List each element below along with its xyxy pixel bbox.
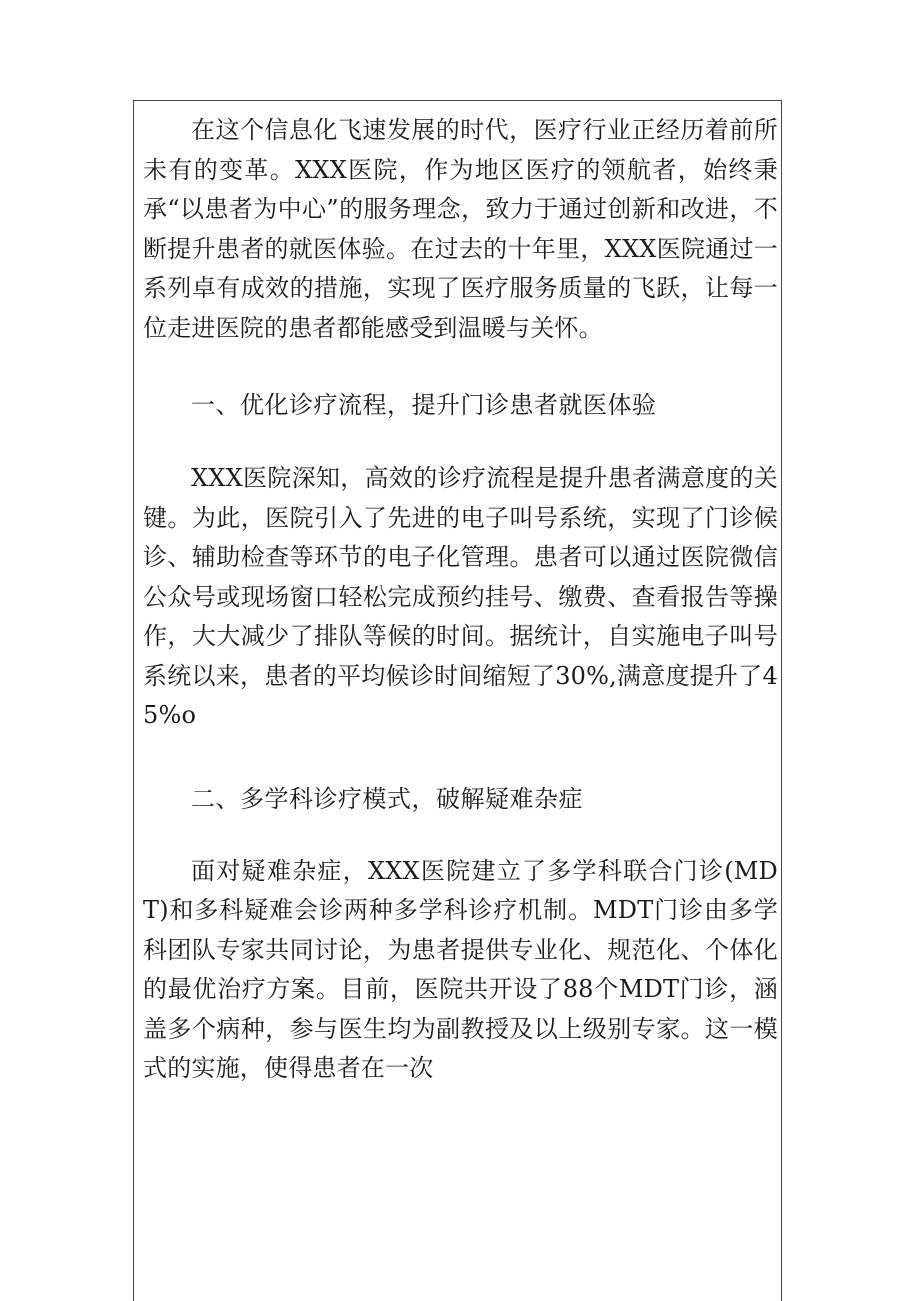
section-2-paragraph: 面对疑难杂症，XXX医院建立了多学科联合门诊(MDT)和多科疑难会诊两种多学科诊疗机制。MDT门诊由多学科团队专家共同讨论，为患者提供专业化、规范化、个体化的最优治疗方案。目前，医院共开设了88个MDT门诊，涵盖多个病种，参与医生均为副教授及以上级别专家。这一模式的实施，使得患者在一次 (143, 856, 778, 1082)
document-body (143, 111, 778, 1089)
section-2-heading: 二、多学科诊疗模式，破解疑难杂症 (191, 784, 583, 813)
section-1-paragraph: XXX医院深知，高效的诊疗流程是提升患者满意度的关键。为此，医院引入了先进的电子叫号系统，实现了门诊候诊、辅助检查等环节的电子化管理。患者可以通过医院微信公众号或现场窗口轻松完成预约挂号、缴费、查看报告等操作，大大减少了排队等候的时间。据统计，自实施电子叫号系统以来，患者的平均候诊时间缩短了30%,满意度提升了45%o (143, 464, 778, 729)
intro-paragraph: 在这个信息化飞速发展的时代，医疗行业正经历着前所未有的变革。XXX医院，作为地区医疗的领航者，始终秉承“以患者为中心”的服务理念，致力于通过创新和改进，不断提升患者的就医体验。在过去的十年里，XXX医院通过一系列卓有成效的措施，实现了医疗服务质量的飞跃，让每一位走进医院的患者都能感受到温暖与关怀。 (143, 116, 778, 342)
section-1-heading: 一、优化诊疗流程，提升门诊患者就医体验 (191, 391, 657, 419)
